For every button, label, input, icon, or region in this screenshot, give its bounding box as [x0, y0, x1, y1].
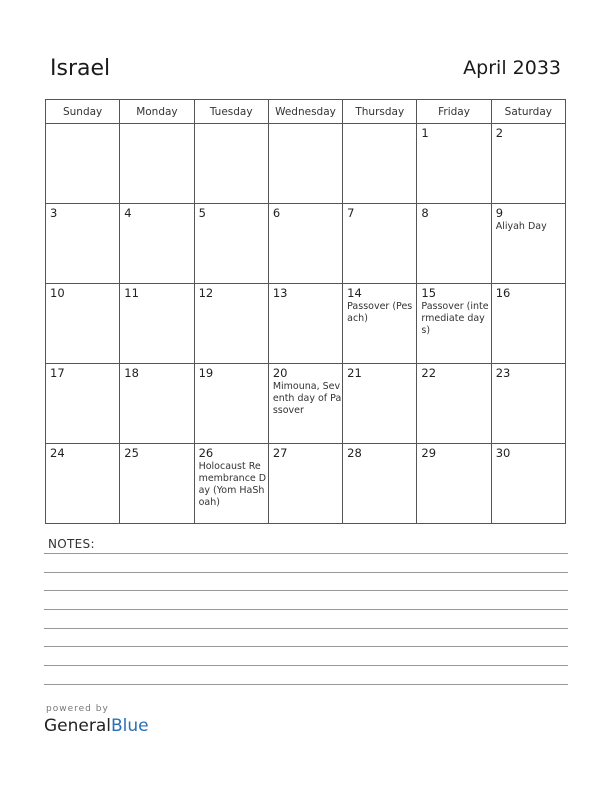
day-number: 25 — [124, 446, 139, 460]
day-cell-17 — [46, 364, 120, 444]
empty-day-cell — [46, 124, 120, 204]
day-number: 29 — [421, 446, 437, 460]
weekday-sunday: Sunday — [46, 100, 120, 124]
day-number: 28 — [347, 446, 362, 460]
weekday-monday: Monday — [120, 100, 194, 124]
day-cell-15 — [417, 284, 491, 364]
note-line — [44, 665, 568, 666]
day-number: 2 — [495, 126, 504, 140]
day-number: 9 — [495, 206, 504, 220]
empty-day-cell — [194, 124, 268, 204]
day-cell-8 — [417, 204, 491, 284]
note-line — [44, 646, 568, 647]
week-row — [46, 204, 566, 284]
day-number: 15 — [421, 286, 437, 300]
day-cell-4 — [120, 204, 194, 284]
day-number: 18 — [124, 366, 139, 380]
day-cell-3 — [46, 204, 120, 284]
day-cell-19 — [194, 364, 268, 444]
day-number: 7 — [347, 206, 355, 220]
day-cell-30 — [491, 444, 565, 524]
day-cell-28 — [343, 444, 417, 524]
day-cell-27 — [268, 444, 342, 524]
note-line — [44, 590, 568, 591]
day-cell-23 — [491, 364, 565, 444]
week-row — [46, 444, 566, 524]
day-number: 27 — [272, 446, 288, 460]
day-number: 1 — [421, 126, 429, 140]
day-cell-7 — [343, 204, 417, 284]
day-number: 6 — [272, 206, 281, 220]
day-cell-20 — [268, 364, 342, 444]
day-number: 21 — [347, 366, 362, 380]
note-line — [44, 684, 568, 685]
week-row — [46, 124, 566, 204]
powered-by-text: powered by — [46, 704, 109, 714]
empty-day-cell — [343, 124, 417, 204]
month-year-title: April 2033 — [463, 57, 561, 79]
day-cell-26 — [194, 444, 268, 524]
notes-label: NOTES: — [48, 537, 95, 551]
empty-day-cell — [268, 124, 342, 204]
day-cell-10 — [46, 284, 120, 364]
day-number: 12 — [198, 286, 214, 300]
day-number: 19 — [198, 366, 214, 380]
day-cell-18 — [120, 364, 194, 444]
brand-blue: Blue — [111, 716, 149, 736]
day-number: 20 — [272, 366, 288, 380]
calendar-grid — [45, 99, 566, 524]
holiday-label: Aliyah Day — [495, 221, 547, 232]
week-row — [46, 364, 566, 444]
day-cell-9 — [491, 204, 565, 284]
weekday-header-row — [46, 100, 566, 124]
note-line — [44, 572, 568, 573]
day-cell-2 — [491, 124, 565, 204]
day-cell-1 — [417, 124, 491, 204]
day-cell-14 — [343, 284, 417, 364]
generalblue-logo — [44, 716, 149, 736]
day-number: 8 — [421, 206, 429, 220]
empty-day-cell — [120, 124, 194, 204]
day-cell-5 — [194, 204, 268, 284]
day-number: 4 — [124, 206, 132, 220]
holiday-label: Passover (intermediate days) — [421, 301, 489, 336]
weekday-saturday: Saturday — [491, 100, 565, 124]
note-line — [44, 628, 568, 629]
day-number: 3 — [50, 206, 58, 220]
day-cell-11 — [120, 284, 194, 364]
weekday-wednesday: Wednesday — [268, 100, 342, 124]
day-cell-25 — [120, 444, 194, 524]
weekday-tuesday: Tuesday — [194, 100, 268, 124]
weekday-friday: Friday — [417, 100, 491, 124]
day-number: 10 — [50, 286, 65, 300]
day-number: 22 — [421, 366, 437, 380]
weekday-thursday: Thursday — [343, 100, 417, 124]
day-number: 13 — [272, 286, 288, 300]
day-number: 26 — [198, 446, 214, 460]
day-cell-12 — [194, 284, 268, 364]
day-cell-24 — [46, 444, 120, 524]
day-cell-21 — [343, 364, 417, 444]
day-cell-29 — [417, 444, 491, 524]
day-number: 5 — [198, 206, 206, 220]
holiday-label: Mimouna, Seventh day of Passover — [272, 381, 342, 416]
day-cell-13 — [268, 284, 342, 364]
holiday-label: Passover (Pesach) — [347, 301, 413, 324]
country-title: Israel — [50, 56, 111, 81]
day-cell-22 — [417, 364, 491, 444]
day-number: 30 — [495, 446, 511, 460]
brand-general: General — [44, 716, 111, 736]
week-row — [46, 284, 566, 364]
day-number: 24 — [50, 446, 65, 460]
day-cell-6 — [268, 204, 342, 284]
note-line — [44, 609, 568, 610]
day-number: 14 — [347, 286, 362, 300]
day-number: 11 — [124, 286, 139, 300]
day-number: 16 — [495, 286, 511, 300]
note-line — [44, 553, 568, 554]
day-number: 17 — [50, 366, 65, 380]
day-number: 23 — [495, 366, 511, 380]
holiday-label: Holocaust Remembrance Day (Yom HaShoah) — [198, 461, 267, 508]
day-cell-16 — [491, 284, 565, 364]
